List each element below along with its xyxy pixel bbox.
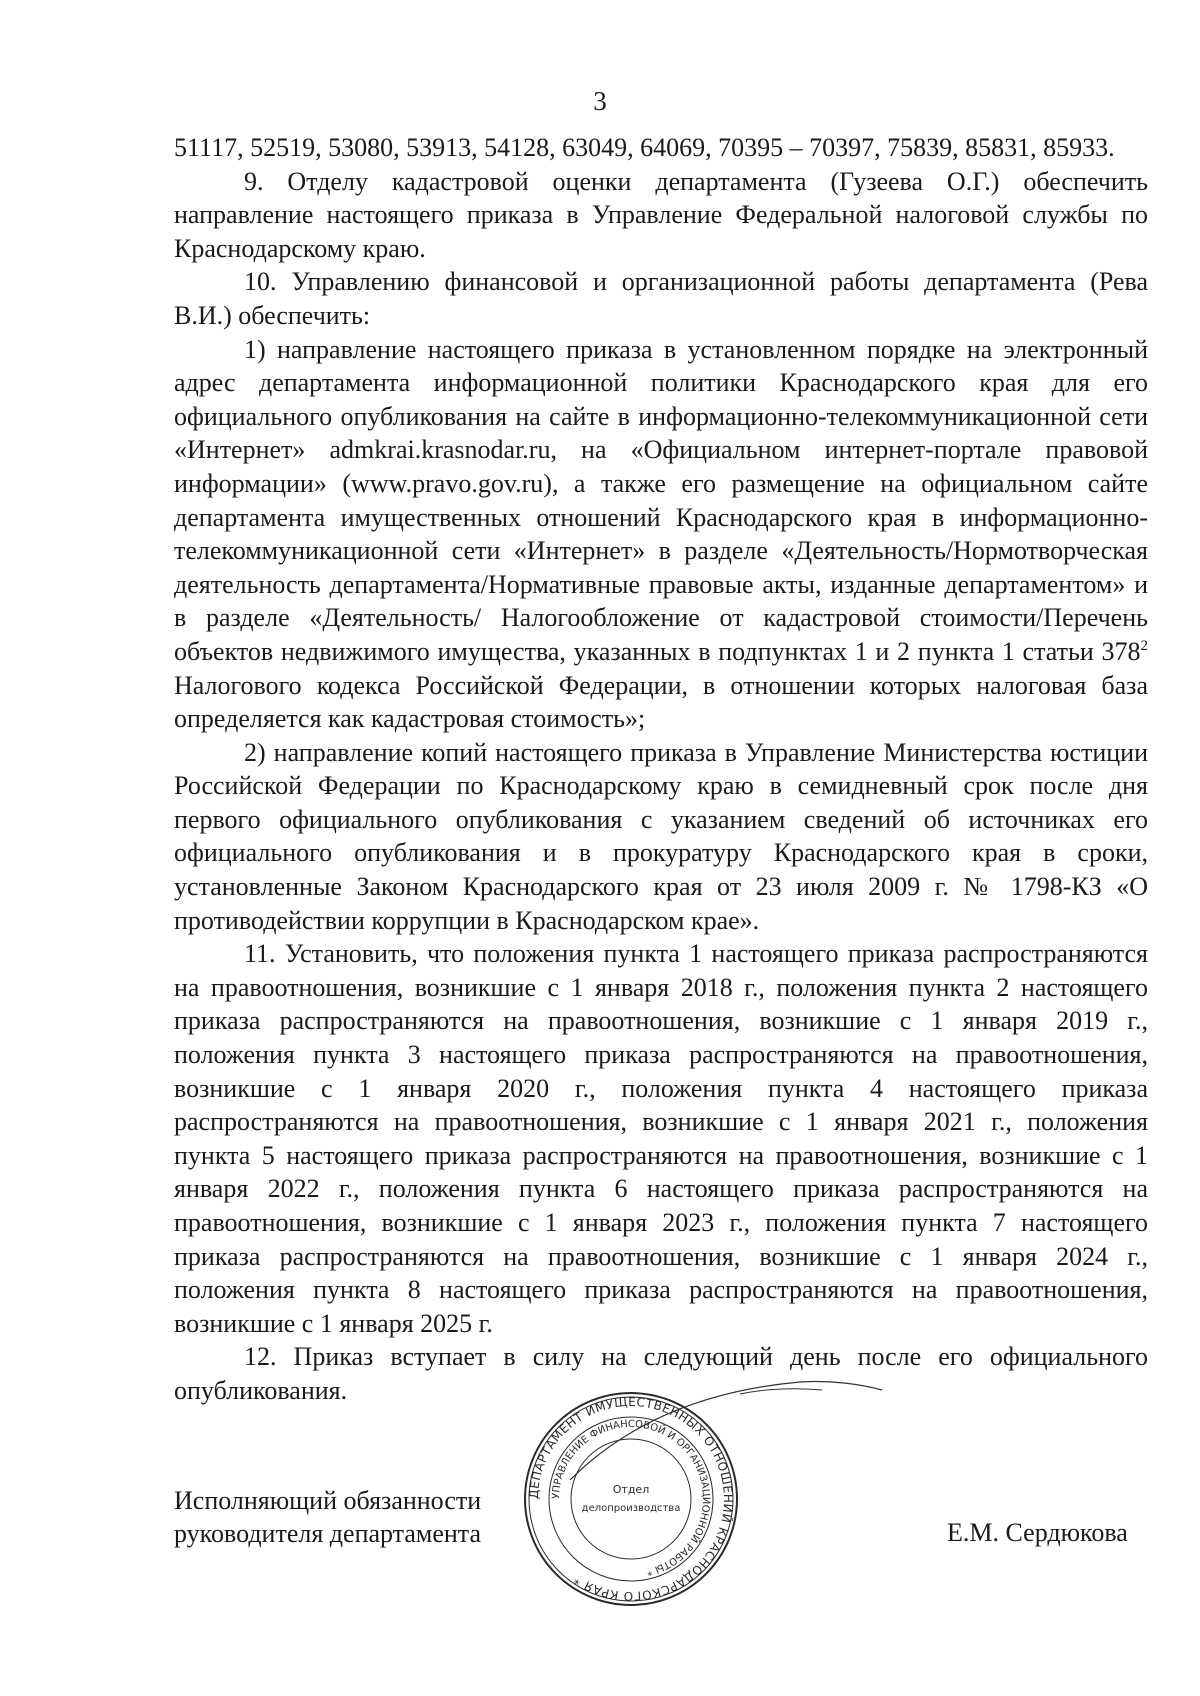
position-line-2: руководителя департамента xyxy=(174,1519,482,1548)
stamp-inner-text: УПРАВЛЕНИЕ ФИНАНСОВОЙ И ОРГАНИЗАЦИОННОЙ РАБОТЫ * xyxy=(550,1418,712,1578)
stamp-center-line-2: делопроизводства xyxy=(581,1503,681,1514)
paragraph-10-1-text: 1) направление настоящего приказа в установленном порядке на электронный адрес департамента информационной политики Краснодарского края для его официального опубликования на сайте в информационно-телекоммуникационной сети «Интернет» admkrai.krasnodar.ru, на «Официальном интернет-портале правовой информации» (www.pravo.gov.ru), а также его размещение на официальном сайте департамента имущественных отношений Краснодарского края в информационно-телекоммуникационной сети «Интернет» в разделе «Деятельность/Нормотворческая деятельность департамента/Нормативные правовые акты, изданные департаментом» и в разделе «Деятельность/ Налогообложение от кадастровой стоимости/Перечень объектов недвижимого имущества, указанных в подпунктах 1 и 2 пункта 1 статьи 378 xyxy=(174,334,1148,666)
svg-text:УПРАВЛЕНИЕ ФИНАНСОВОЙ И ОРГАНИ xyxy=(551,1419,711,1577)
superscript: 2 xyxy=(1140,637,1148,654)
paragraph-12: 12. Приказ вступает в силу на следующий день после его официального опубликования. xyxy=(174,1342,1148,1405)
paragraph-10-1 xyxy=(174,333,1148,736)
position-line-1: Исполняющий обязанности xyxy=(174,1486,482,1515)
stamp-center-line-1: Отдел xyxy=(612,1483,650,1496)
paragraph-9: 9. Отделу кадастровой оценки департамента (Гузеева О.Г.) обеспечить направление настоящего приказа в Управление Федеральной налоговой службы по Краснодарскому краю. xyxy=(174,166,1148,263)
paragraph-10: 10. Управлению финансовой и организационной работы департамента (Рева В.И.) обеспечить: xyxy=(174,267,1148,330)
paragraph-10-2: 2) направление копий настоящего приказа в Управление Министерства юстиции Российской Федерации по Краснодарскому краю в семидневный срок после дня первого официального опубликования с указанием сведений об источниках его официального опубликования и в прокуратуру Краснодарского края в сроки, установленные Законом Краснодарского края от 23 июля 2009 г. № 1798-КЗ «О противодействии коррупции в Краснодарском крае». xyxy=(174,737,1148,935)
paragraph-continuation: 51117, 52519, 53080, 53913, 54128, 63049, 64069, 70395 – 70397, 75839, 85831, 85933. xyxy=(174,133,1115,162)
paragraph-11: 11. Установить, что положения пункта 1 настоящего приказа распространяются на правоотношения, возникшие с 1 января 2018 г., положения пункта 2 настоящего приказа распространяются на правоотношения, возникшие с 1 января 2019 г., положения пункта 3 настоящего приказа распространяются на правоотношения, возникшие с 1 января 2020 г., положения пункта 4 настоящего приказа распространяются на правоотношения, возникшие с 1 января 2021 г., положения пункта 5 настоящего приказа распространяются на правоотношения, возникшие с 1 января 2022 г., положения пункта 6 настоящего приказа распространяются на правоотношения, возникшие с 1 января 2023 г., положения пункта 7 настоящего приказа распространяются на правоотношения, возникшие с 1 января 2024 г., положения пункта 8 настоящего приказа распространяются на правоотношения, возникшие с 1 января 2025 г. xyxy=(174,939,1148,1338)
signature-position xyxy=(174,1484,574,1550)
signer-name: Е.М. Сердюкова xyxy=(947,1518,1128,1547)
paragraph-10-1-tail: Налогового кодекса Российской Федерации, в отношении которых налоговая база определяется как кадастровая стоимость»; xyxy=(174,670,1148,734)
document-body xyxy=(174,131,1148,1408)
stamp-outer-text: ДЕПАРТАМЕНТ ИМУЩЕСТВЕННЫХ ОТНОШЕНИЙ КРАСНОДАРСКОГО КРАЯ * xyxy=(526,1394,736,1604)
official-stamp xyxy=(522,1390,740,1608)
page-number: 3 xyxy=(593,86,607,116)
